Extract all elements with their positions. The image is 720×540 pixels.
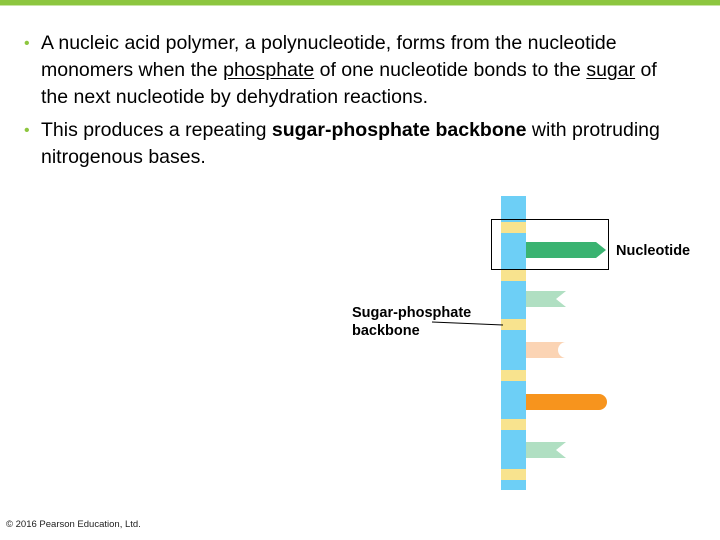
term-sugar: sugar bbox=[586, 59, 636, 81]
base-notch-light-green bbox=[526, 442, 566, 458]
bullet-1-part-3: of one nucleotide bonds to the bbox=[314, 59, 587, 81]
phosphate-segment bbox=[501, 222, 526, 233]
copyright-notice: © 2016 Pearson Education, Ltd. bbox=[6, 519, 141, 530]
term-sugar-phosphate-backbone: sugar-phosphate backbone bbox=[271, 119, 527, 141]
phosphate-segment bbox=[501, 419, 526, 430]
phosphate-segment bbox=[501, 319, 526, 330]
phosphate-segment bbox=[501, 370, 526, 381]
term-phosphate: phosphate bbox=[223, 59, 315, 81]
bullet-1-part-1: A nucleic acid polymer, a polynucleotide, forms from the nucleotide monomers when the bbox=[41, 32, 617, 81]
bullet-marker: • bbox=[24, 122, 30, 139]
base-notch-light-green bbox=[526, 291, 566, 307]
bullet-2-part-3: with protruding nitrogenous bases. bbox=[41, 119, 660, 168]
nucleotide-label: Nucleotide bbox=[616, 243, 691, 259]
phosphate-segment bbox=[501, 469, 526, 480]
base-rounded-orange bbox=[526, 394, 607, 410]
backbone-strand bbox=[501, 196, 526, 490]
phosphate-segment bbox=[501, 270, 526, 281]
backbone-label: Sugar-phosphate backbone bbox=[352, 305, 472, 339]
bullet-1-part-5: of the next nucleotide by dehydration reactions. bbox=[41, 59, 657, 108]
bullet-2-part-1: This produces a repeating bbox=[41, 119, 272, 141]
base-concave-peach bbox=[526, 342, 566, 358]
bullet-marker: • bbox=[24, 35, 30, 52]
base-arrow-green bbox=[526, 242, 606, 258]
